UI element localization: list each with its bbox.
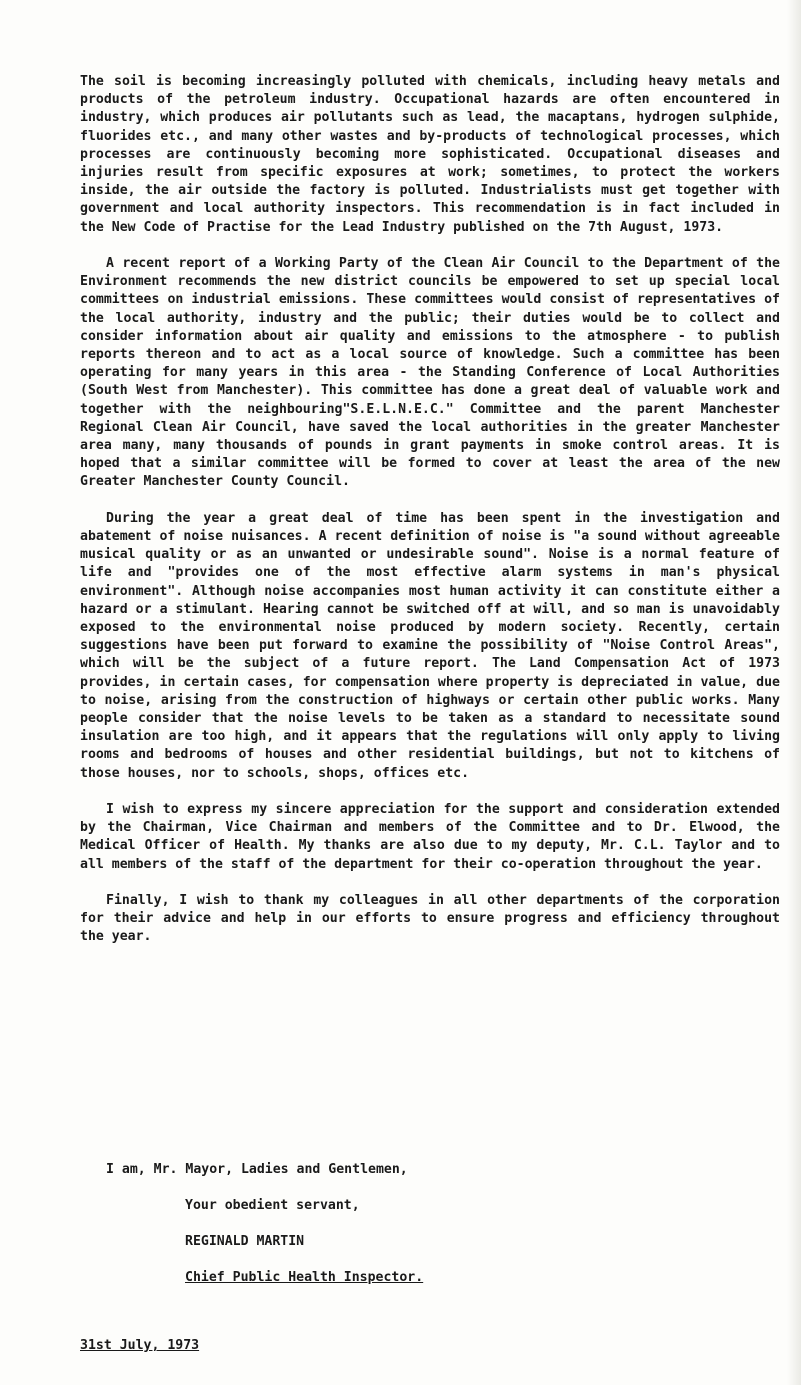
document-date: 31st July, 1973 [80,1338,200,1353]
signatory-title: Chief Public Health Inspector. [185,1270,424,1285]
paragraph-colleagues: Finally, I wish to thank my colleagues in all other departments of the corporation for their advice and help in our efforts to ensure progress and efficiency throughout the year. [80,893,780,945]
body-text [80,73,780,965]
closing-salutation: I am, Mr. Mayor, Ladies and Gentlemen, [106,1162,408,1177]
paragraph-appreciation: I wish to express my sincere appreciation for the support and consideration extended by the Chairman, Vice Chairman and members of the Committee and to Dr. Elwood, the Medical Officer of Health. My thanks are also due to my deputy, Mr. C.L. Taylor and to all members of the staff of the department for their co-operation throughout the year. [80,802,780,872]
signatory-name: REGINALD MARTIN [185,1234,305,1249]
closing-valediction: Your obedient servant, [185,1198,360,1213]
paragraph-noise: During the year a great deal of time has been spent in the investigation and abatement of noise nuisances. A recent definition of noise is "a sound without agreeable musical quality or as an unwanted or undesirable sound". Noise is a normal feature of life and "provides one of the most effective alarm systems in man's physical environment". Although noise accompanies most human activity it can constitute either a hazard or a stimulant. Hearing cannot be switched off at will, and so man is unavoidably exposed to the environmental noise produced by modern society. Recently, certain suggestions have been put forward to examine the possibility of "Noise Control Areas", which will be the subject of a future report. The Land Compensation Act of 1973 provides, in certain cases, for compensation where property is depreciated in value, due to noise, arising from the construction of highways or certain other public works. Many people consider that the noise levels to be taken as a standard to necessitate sound insulation are too high, and it appears that the regulations will only apply to living rooms and bedrooms of houses and other residential buildings, but not to kitchens of those houses, nor to schools, shops, offices etc. [80,510,780,781]
page-edge-shadow [787,0,801,1385]
paragraph-clean-air-council: A recent report of a Working Party of the Clean Air Council to the Department of the Environment recommends the new district councils be empowered to set up special local committees on industrial emissions. These committees would consist of representatives of the local authority, industry and the public; their duties would be to collect and consider information about air quality and emissions to the atmosphere - to publish reports thereon and to act as a local source of knowledge. Such a committee has been operating for many years in this area - the Standing Conference of Local Authorities (South West from Manchester). This committee has done a great deal of valuable work and together with the neighbouring"S.E.L.N.E.C." Committee and the parent Manchester Regional Clean Air Council, have saved the local authorities in the greater Manchester area many, many thousands of pounds in grant payments in smoke control areas. It is hoped that a similar committee will be formed to cover at least the area of the new Greater Manchester County Council. [80,256,780,490]
paragraph-soil-pollution: The soil is becoming increasingly polluted with chemicals, including heavy metals and products of the petroleum industry. Occupational hazards are often encountered in industry, which produces air pollutants such as lead, the macaptans, hydrogen sulphide, fluorides etc., and many other wastes and by-products of technological processes, which processes are continuously becoming more sophisticated. Occupational diseases and injuries result from specific exposures at work; sometimes, to protect the workers inside, the air outside the factory is polluted. Industrialists must get together with government and local authority inspectors. This recommendation is in fact included in the New Code of Practise for the Lead Industry published on the 7th August, 1973. [80,74,780,235]
